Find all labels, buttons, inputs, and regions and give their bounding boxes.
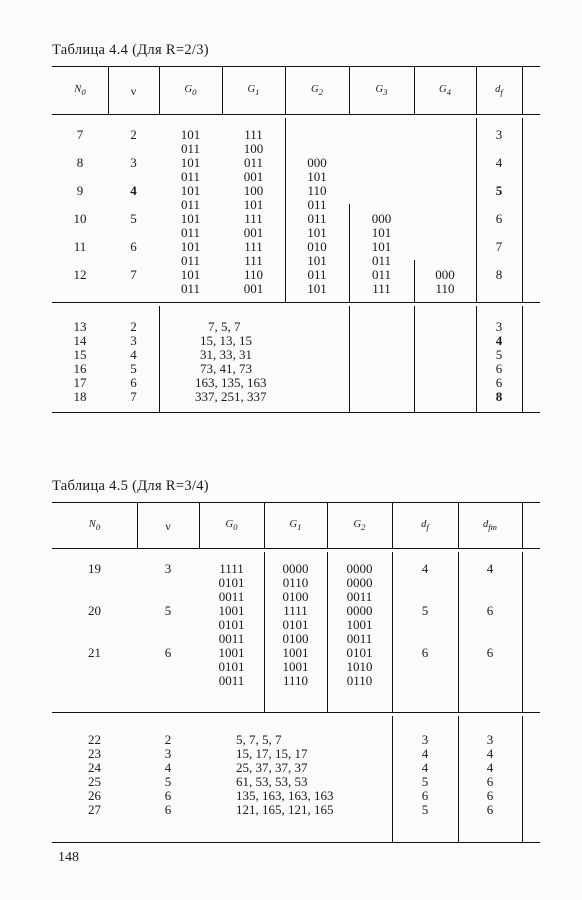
t44-row-9-df: 5: [495, 183, 503, 198]
t45-oct-26-df: 6: [421, 788, 429, 803]
t44-oct-13-g: 7, 5, 7: [208, 319, 241, 334]
t45-header-g0: $G_0$: [225, 519, 238, 533]
t45-row-20-g1-a: 1111: [283, 603, 308, 618]
t44-row-11-g0-a: 101: [180, 239, 201, 254]
t44-row-9-g0-a: 101: [180, 183, 201, 198]
t45-oct-22-n: 22: [88, 732, 101, 747]
t44-row-12-g2-a: 011: [307, 267, 327, 282]
t44-row-7-v: 2: [130, 127, 137, 142]
t45-header-df: $d_f$: [421, 519, 429, 533]
t44-row-9-n: 9: [76, 183, 84, 198]
t45-row-19-df: 4: [421, 561, 429, 576]
header-g2: $G_2$: [311, 84, 323, 98]
t45-oct-24-n: 24: [88, 760, 101, 775]
t44-row-10-df: 6: [495, 211, 503, 226]
t44-row-12-g0-b: 011: [180, 281, 201, 296]
t44-oct-16-v: 5: [130, 361, 137, 376]
t45-row-21-g1-a: 1001: [282, 645, 309, 660]
t44-row-8-g1-a: 011: [243, 155, 264, 170]
t45-header-dfm: $d_{fm}$: [483, 519, 497, 533]
t44-row-7-g0-a: 101: [180, 127, 201, 142]
t45-row-19-n: 19: [88, 561, 101, 576]
t45-row-20-g2-a: 0000: [346, 603, 373, 618]
t44-row-11-g1-b: 111: [244, 253, 263, 268]
t44-row-10-v: 5: [130, 211, 137, 226]
header-n0: $N_0$: [74, 84, 86, 98]
t45-oct-25-g: 61, 53, 53, 53: [236, 774, 308, 789]
t45-row-21-g0-a: 1001: [218, 645, 245, 660]
t45-row-19-g1-c: 0100: [282, 589, 309, 604]
t45-header-nu: ν: [165, 519, 171, 533]
t44-oct-13-v: 2: [130, 319, 137, 334]
t45-row-20-df: 5: [421, 603, 429, 618]
t44-row-7-g0-b: 011: [180, 141, 201, 156]
t44-oct-13-df: 3: [495, 319, 503, 334]
t44-oct-15-v: 4: [130, 347, 137, 362]
t44-row-12-g3-a: 011: [371, 267, 392, 282]
t45-oct-27-df: 5: [421, 802, 429, 817]
t45-row-20-g0-b: 0101: [218, 617, 245, 632]
t44-row-10-g3-b: 101: [371, 225, 392, 240]
t44-row-11-g2-b: 101: [307, 253, 327, 268]
t45-row-19-v: 3: [164, 561, 172, 576]
t44-oct-16-g: 73, 41, 73: [200, 361, 252, 376]
t45-header-n0: $N_0$: [88, 519, 101, 533]
t45-oct-23-n: 23: [88, 746, 101, 761]
t44-row-8-g0-b: 011: [180, 169, 201, 184]
t45-header-g1: $G_1$: [289, 519, 302, 533]
t45-oct-27-n: 27: [88, 802, 101, 817]
t44-row-12-g0-a: 101: [180, 267, 201, 282]
t45-row-20-g2-c: 0011: [346, 631, 373, 646]
header-g1: $G_1$: [247, 84, 260, 98]
t44-row-7-g1-b: 100: [243, 141, 264, 156]
t45-row-20-g1-c: 0100: [282, 631, 309, 646]
t44-oct-14-df: 4: [495, 333, 503, 348]
t44-row-11-g1-a: 111: [244, 239, 263, 254]
t44-row-12-g4-b: 110: [435, 281, 455, 296]
t44-row-8-g1-b: 001: [243, 169, 264, 184]
t44-oct-18-n: 18: [73, 389, 87, 404]
t44-oct-17-n: 17: [73, 375, 87, 390]
t45-oct-25-v: 5: [164, 774, 172, 789]
t45-row-21-v: 6: [164, 645, 172, 660]
header-g4: $G_4$: [439, 84, 451, 98]
table-4-4-caption: Таблица 4.4 (Для R=2/3): [52, 42, 209, 58]
t44-row-11-n: 11: [73, 239, 87, 254]
t45-oct-23-g: 15, 17, 15, 17: [236, 746, 308, 761]
t45-row-21-g1-b: 1001: [282, 659, 309, 674]
t45-oct-23-dfm: 4: [486, 746, 494, 761]
t44-oct-15-g: 31, 33, 31: [200, 347, 252, 362]
t45-oct-26-g: 135, 163, 163, 163: [236, 788, 334, 803]
t45-oct-24-dfm: 4: [486, 760, 494, 775]
t44-row-11-g2-a: 010: [307, 239, 327, 254]
header-g0: $G_0$: [184, 84, 197, 98]
t45-header-g2: $G_2$: [353, 519, 366, 533]
t44-oct-18-v: 7: [130, 389, 137, 404]
t44-oct-14-g: 15, 13, 15: [200, 333, 252, 348]
t45-row-19-g0-a: 1111: [219, 561, 244, 576]
t44-row-10-g0-a: 101: [180, 211, 201, 226]
t45-row-21-g2-b: 1010: [346, 659, 373, 674]
t45-oct-23-df: 4: [421, 746, 429, 761]
t45-row-19-dfm: 4: [486, 561, 494, 576]
t45-row-19-g1-b: 0110: [282, 575, 309, 590]
t45-oct-26-n: 26: [88, 788, 101, 803]
t45-row-20-g0-c: 0011: [218, 631, 245, 646]
t45-row-21-g0-c: 0011: [218, 673, 245, 688]
t44-row-10-n: 10: [73, 211, 87, 226]
t44-row-9-g0-b: 011: [180, 197, 201, 212]
t45-row-20-g0-a: 1001: [218, 603, 245, 618]
t44-row-11-g0-b: 011: [180, 253, 201, 268]
t44-row-12-v: 7: [130, 267, 137, 282]
t44-oct-18-g: 337, 251, 337: [195, 389, 267, 404]
t44-row-9-v: 4: [130, 183, 137, 198]
t44-row-10-g2-a: 011: [307, 211, 327, 226]
t44-row-10-g2-b: 101: [307, 225, 327, 240]
t45-oct-22-v: 2: [164, 732, 172, 747]
t44-row-12-g1-b: 001: [243, 281, 264, 296]
t44-row-9-g1-a: 100: [243, 183, 264, 198]
t45-oct-23-v: 3: [164, 746, 172, 761]
t44-row-8-g2-a: 000: [307, 155, 327, 170]
t44-row-7-g1-a: 111: [244, 127, 263, 142]
t45-oct-24-v: 4: [164, 760, 172, 775]
t44-oct-15-df: 5: [495, 347, 503, 362]
t44-row-8-n: 8: [76, 155, 84, 170]
t44-oct-14-n: 14: [73, 333, 87, 348]
t45-oct-22-dfm: 3: [486, 732, 494, 747]
header-df: $d_f$: [495, 84, 503, 98]
t44-row-8-g0-a: 101: [180, 155, 201, 170]
t45-row-20-g1-b: 0101: [282, 617, 309, 632]
t44-row-12-n: 12: [73, 267, 87, 282]
t45-row-21-g2-c: 0110: [346, 673, 373, 688]
t45-row-19-g2-c: 0011: [346, 589, 373, 604]
t44-row-12-g1-a: 110: [243, 267, 264, 282]
t44-row-11-g3-a: 101: [371, 239, 392, 254]
t44-row-10-g1-b: 001: [243, 225, 264, 240]
t45-row-20-n: 20: [88, 603, 101, 618]
t45-row-21-df: 6: [421, 645, 429, 660]
t45-row-20-g2-b: 1001: [346, 617, 373, 632]
t45-oct-25-n: 25: [88, 774, 101, 789]
t45-row-19-g2-a: 0000: [346, 561, 373, 576]
t45-oct-24-df: 4: [421, 760, 429, 775]
t44-oct-15-n: 15: [73, 347, 87, 362]
t45-row-19-g2-b: 0000: [346, 575, 373, 590]
t44-oct-13-n: 13: [73, 319, 87, 334]
t45-row-19-g0-b: 0101: [218, 575, 245, 590]
t44-row-8-g2-b: 101: [307, 169, 327, 184]
header-g3: $G_3$: [375, 84, 388, 98]
t45-oct-22-df: 3: [421, 732, 429, 747]
t45-oct-25-dfm: 6: [486, 774, 494, 789]
t45-oct-27-dfm: 6: [486, 802, 494, 817]
t45-row-20-dfm: 6: [486, 603, 494, 618]
t45-row-20-v: 5: [164, 603, 172, 618]
t44-row-11-g3-b: 011: [371, 253, 392, 268]
t44-row-12-g4-a: 000: [435, 267, 455, 282]
table-4-5-caption: Таблица 4.5 (Для R=3/4): [52, 478, 209, 494]
t44-row-9-g2-b: 011: [307, 197, 327, 212]
t44-oct-17-g: 163, 135, 163: [195, 375, 267, 390]
t45-row-21-g0-b: 0101: [218, 659, 245, 674]
t44-row-9-g1-b: 101: [243, 197, 264, 212]
t44-oct-16-df: 6: [495, 361, 503, 376]
t45-oct-26-v: 6: [164, 788, 172, 803]
t44-row-8-df: 4: [495, 155, 503, 170]
t44-oct-16-n: 16: [73, 361, 87, 376]
t45-row-19-g1-a: 0000: [282, 561, 309, 576]
t45-row-21-n: 21: [88, 645, 101, 660]
t44-row-11-v: 6: [130, 239, 137, 254]
t44-row-8-v: 3: [130, 155, 137, 170]
t45-oct-25-df: 5: [421, 774, 429, 789]
t45-oct-22-g: 5, 7, 5, 7: [236, 732, 282, 747]
t44-row-9-g2-a: 110: [307, 183, 327, 198]
t44-row-12-g2-b: 101: [307, 281, 327, 296]
t45-oct-26-dfm: 6: [486, 788, 494, 803]
t44-row-7-df: 3: [495, 127, 503, 142]
t44-row-10-g0-b: 011: [180, 225, 201, 240]
t44-oct-14-v: 3: [130, 333, 137, 348]
t44-row-10-g1-a: 111: [244, 211, 263, 226]
t45-oct-24-g: 25, 37, 37, 37: [236, 760, 308, 775]
t45-row-21-g2-a: 0101: [346, 645, 373, 660]
header-nu: ν: [130, 84, 137, 98]
t44-oct-17-v: 6: [130, 375, 137, 390]
t44-oct-18-df: 8: [495, 389, 503, 404]
page-number: 148: [58, 850, 79, 865]
t45-row-19-g0-c: 0011: [218, 589, 245, 604]
t45-row-21-dfm: 6: [486, 645, 494, 660]
t44-oct-17-df: 6: [495, 375, 503, 390]
t44-row-7-n: 7: [76, 127, 84, 142]
t44-row-12-g3-b: 111: [372, 281, 391, 296]
t44-row-12-df: 8: [495, 267, 503, 282]
t45-oct-27-g: 121, 165, 121, 165: [236, 802, 334, 817]
t45-row-21-g1-c: 1110: [282, 673, 309, 688]
t44-row-10-g3-a: 000: [371, 211, 392, 226]
t44-row-11-df: 7: [495, 239, 503, 254]
t45-oct-27-v: 6: [164, 802, 172, 817]
